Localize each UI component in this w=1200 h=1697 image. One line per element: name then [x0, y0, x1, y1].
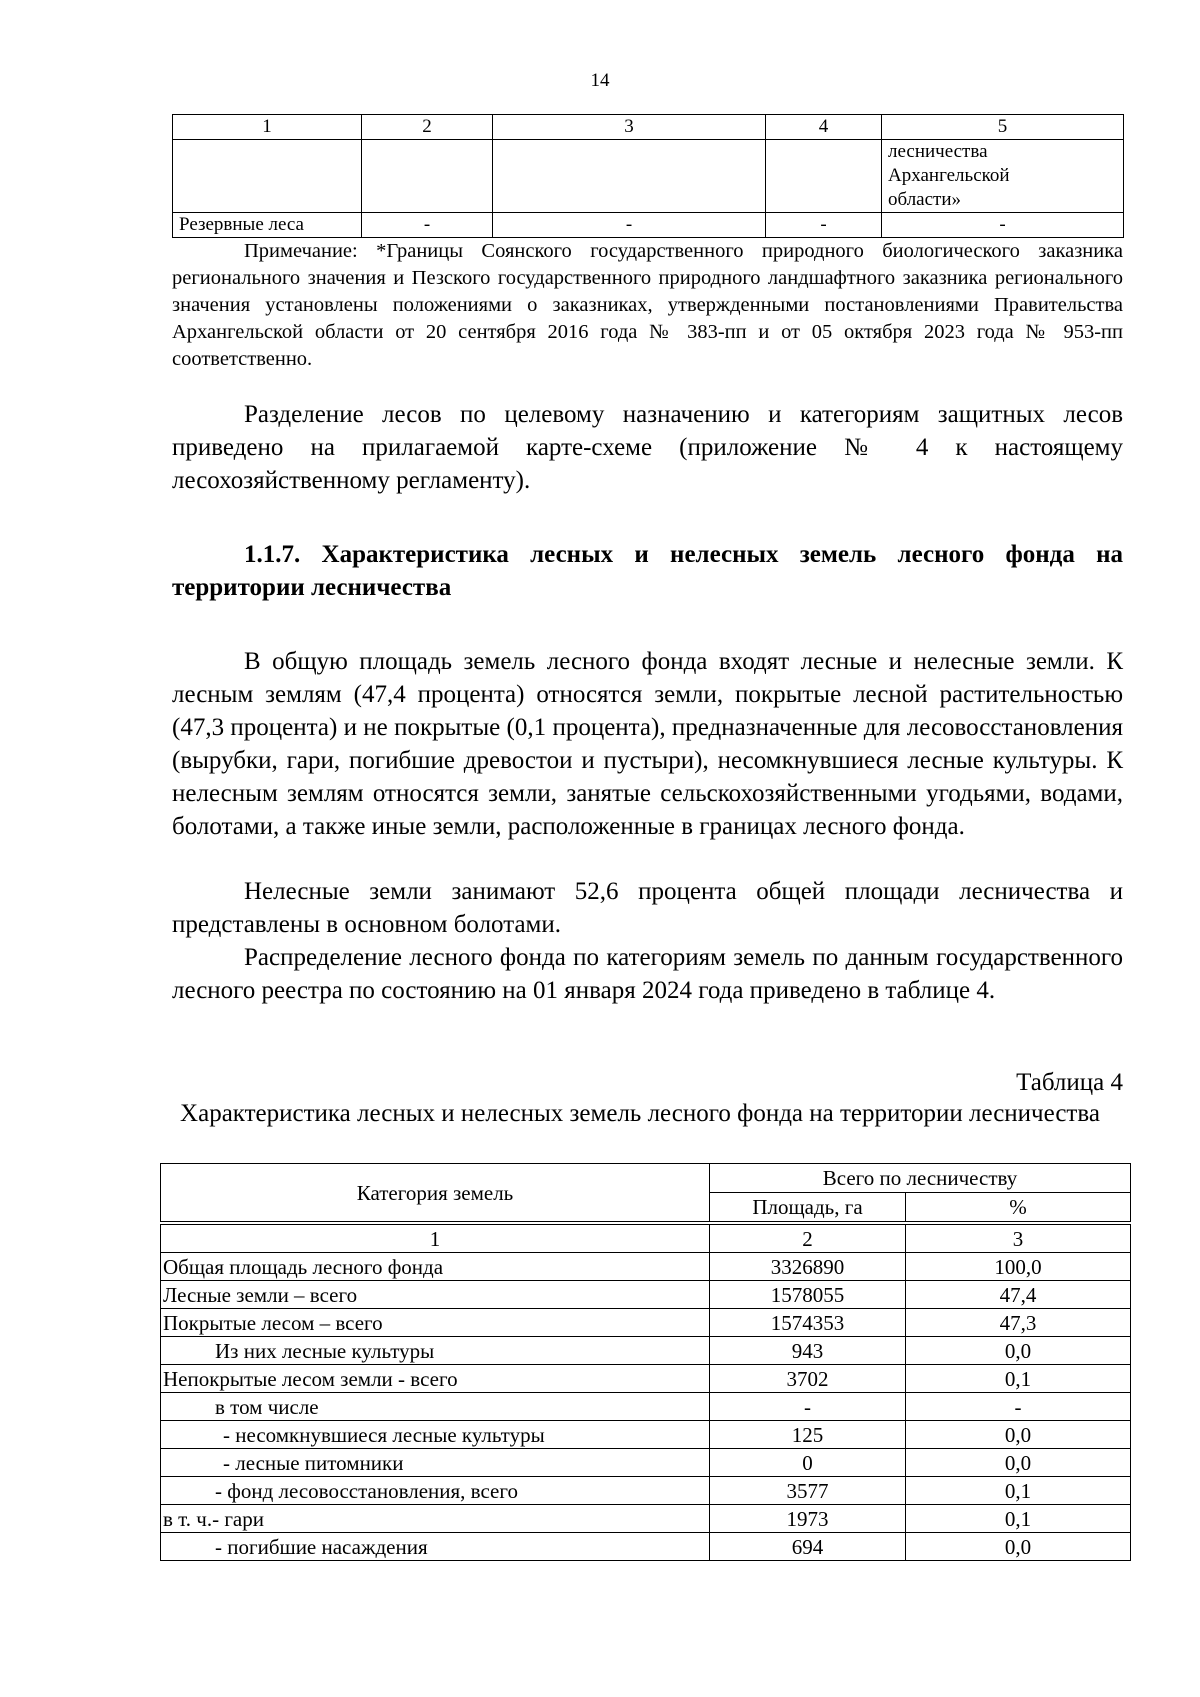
area-cell: 0 — [710, 1449, 906, 1477]
category-cell: в том числе — [161, 1393, 710, 1421]
header-group: Всего по лесничеству — [710, 1164, 1131, 1193]
table-cell: 4 — [766, 115, 882, 140]
table-row — [161, 1393, 1131, 1421]
table-cell: 3 — [493, 115, 766, 140]
table-cell: - — [493, 213, 766, 238]
table-cell — [766, 140, 882, 213]
category-cell: - фонд лесовосстановления, всего — [161, 1477, 710, 1505]
table-caption: Таблица 4 — [1016, 1069, 1123, 1096]
col-number: 2 — [710, 1225, 906, 1253]
page-number: 14 — [590, 70, 610, 91]
area-cell: 3326890 — [710, 1253, 906, 1281]
percent-cell: 0,0 — [906, 1533, 1131, 1561]
section-heading: 1.1.7. Характеристика лесных и нелесных земель лесного фонда на территории лесничества — [172, 541, 1123, 601]
table-title: Характеристика лесных и нелесных земель лесного фонда на территории лесничества — [180, 1100, 1100, 1127]
col-number: 3 — [906, 1225, 1131, 1253]
table-row — [161, 1477, 1131, 1505]
table-note: Примечание: *Границы Соянского государственного природного биологического заказника регионального значения и Пезского государственного природного ландшафтного заказника регионального значения установлены положениями о заказниках, утвержденными постановлениями Правительства Архангельской области от 20 сентября 2016 года № 383-пп и от 05 октября 2023 года № 953-пп соответственно. — [172, 240, 1123, 370]
paragraph-map: Разделение лесов по целевому назначению и категориям защитных лесов приведено на прилагаемой карте-схеме (приложение № 4 к настоящему лесохозяйственному регламенту). — [172, 401, 1123, 494]
area-cell: 1973 — [710, 1505, 906, 1533]
table-cell — [362, 140, 493, 213]
table-row — [161, 1533, 1131, 1561]
table-cell: 1 — [173, 115, 362, 140]
percent-cell: - — [906, 1393, 1131, 1421]
percent-cell: 47,3 — [906, 1309, 1131, 1337]
paragraph-3: Распределение лесного фонда по категориям земель по данным государственного лесного реестра по состоянию на 01 января 2024 года приведено в таблице 4. — [172, 944, 1123, 1004]
category-cell: Лесные земли – всего — [161, 1281, 710, 1309]
table-row — [161, 1505, 1131, 1533]
table-row — [161, 1421, 1131, 1449]
percent-cell: 47,4 — [906, 1281, 1131, 1309]
area-cell: 3577 — [710, 1477, 906, 1505]
table-cell — [493, 140, 766, 213]
table-cell: 5 — [882, 115, 1124, 140]
table-row — [161, 1449, 1131, 1477]
paragraph-1: В общую площадь земель лесного фонда входят лесные и нелесные земли. К лесным землям (47,4 процента) относятся земли, покрытые лесной растительностью (47,3 процента) и не покрытые (0,1 процента), предназначенные для лесовосстановления (вырубки, гари, погибшие древостои и пустыри), несомкнувшиеся лесные культуры. К нелесным землям относятся земли, занятые сельскохозяйственными угодьями, водами, болотами, а также иные земли, расположенные в границах лесного фонда. — [172, 648, 1123, 840]
table-row — [173, 213, 1124, 238]
table-cell: Резервные леса — [173, 213, 362, 238]
paragraph-2: Нелесные земли занимают 52,6 процента общей площади лесничества и представлены в основном болотами. — [172, 878, 1123, 938]
area-cell: 3702 — [710, 1365, 906, 1393]
percent-cell: 0,1 — [906, 1365, 1131, 1393]
table-header-row — [161, 1164, 1131, 1193]
table-cell: - — [882, 213, 1124, 238]
table-cell — [173, 140, 362, 213]
area-cell: 943 — [710, 1337, 906, 1365]
table-row — [161, 1281, 1131, 1309]
table-cell: - — [362, 213, 493, 238]
area-cell: - — [710, 1393, 906, 1421]
area-cell: 1574353 — [710, 1309, 906, 1337]
category-cell: Покрытые лесом – всего — [161, 1309, 710, 1337]
category-cell: Непокрытые лесом земли - всего — [161, 1365, 710, 1393]
percent-cell: 0,1 — [906, 1505, 1131, 1533]
percent-cell: 0,0 — [906, 1421, 1131, 1449]
header-percent: % — [906, 1193, 1131, 1222]
continuation-table — [172, 114, 1124, 238]
header-category: Категория земель — [161, 1164, 710, 1222]
table-row — [173, 115, 1124, 140]
land-categories-table — [160, 1163, 1131, 1561]
table-row — [161, 1309, 1131, 1337]
percent-cell: 0,0 — [906, 1337, 1131, 1365]
col-number: 1 — [161, 1225, 710, 1253]
table-cell: лесничества Архангельской области» — [882, 140, 1124, 213]
table-row — [161, 1225, 1131, 1253]
category-cell: - лесные питомники — [161, 1449, 710, 1477]
area-cell: 694 — [710, 1533, 906, 1561]
category-cell: - погибшие насаждения — [161, 1533, 710, 1561]
percent-cell: 0,0 — [906, 1449, 1131, 1477]
header-area: Площадь, га — [710, 1193, 906, 1222]
category-cell: - несомкнувшиеся лесные культуры — [161, 1421, 710, 1449]
table-cell: 2 — [362, 115, 493, 140]
category-cell: Общая площадь лесного фонда — [161, 1253, 710, 1281]
table-cell: - — [766, 213, 882, 238]
percent-cell: 0,1 — [906, 1477, 1131, 1505]
area-cell: 125 — [710, 1421, 906, 1449]
table-row — [161, 1337, 1131, 1365]
percent-cell: 100,0 — [906, 1253, 1131, 1281]
table-row — [161, 1253, 1131, 1281]
area-cell: 1578055 — [710, 1281, 906, 1309]
category-cell: Из них лесные культуры — [161, 1337, 710, 1365]
table-row — [161, 1365, 1131, 1393]
table-row — [173, 140, 1124, 213]
category-cell: в т. ч.- гари — [161, 1505, 710, 1533]
